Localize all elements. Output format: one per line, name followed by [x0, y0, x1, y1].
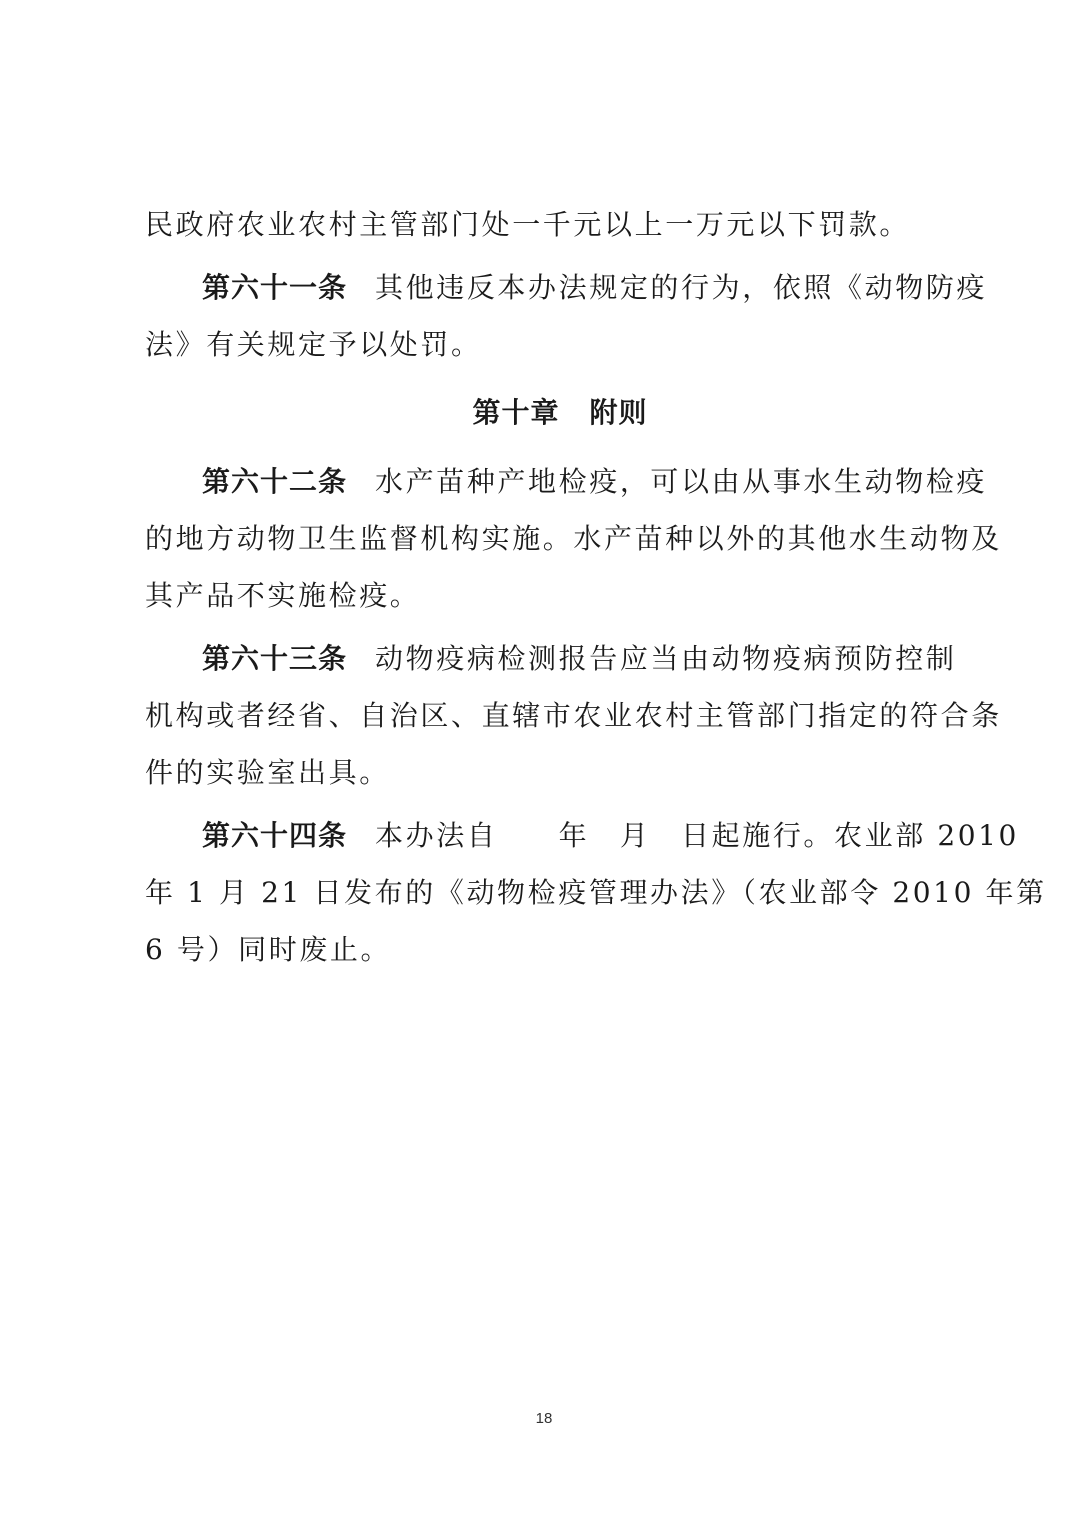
article-64-line — [145, 807, 1019, 864]
article-62-title: 第六十二条 — [202, 465, 348, 498]
article-61-title: 第六十一条 — [202, 271, 348, 304]
text-line: 的地方动物卫生监督机构实施。水产苗种以外的其他水生动物及 — [145, 522, 1002, 555]
chapter-name: 附则 — [589, 396, 648, 429]
text-line: 其产品不实施检疫。 — [145, 579, 421, 612]
chapter-heading — [145, 373, 945, 453]
chapter-number: 第十章 — [472, 396, 560, 429]
article-62-line — [145, 453, 988, 510]
page-number: 18 — [535, 1410, 553, 1427]
text-line: 件的实验室出具。 — [145, 756, 390, 789]
article-64-title: 第六十四条 — [202, 819, 348, 852]
article-61-text: 其他违反本办法规定的行为，依照《动物防疫 — [375, 271, 988, 304]
article-63-title: 第六十三条 — [202, 642, 348, 675]
article-64-text: 本办法自 年 月 日起施行。农业部 2010 — [375, 819, 1019, 852]
document-body — [145, 196, 1047, 978]
article-62-text: 水产苗种产地检疫，可以由从事水生动物检疫 — [375, 465, 988, 498]
article-63-text: 动物疫病检测报告应当由动物疫病预防控制 — [375, 642, 957, 675]
text-line: 年 1 月 21 日发布的《动物检疫管理办法》（农业部令 2010 年第 — [145, 876, 1047, 909]
text-line: 6 号）同时废止。 — [145, 933, 392, 966]
text-line: 民政府农业农村主管部门处一千元以上一万元以下罚款。 — [145, 208, 911, 241]
text-line: 机构或者经省、自治区、直辖市农业农村主管部门指定的符合条 — [145, 699, 1002, 732]
article-63-line — [145, 630, 957, 687]
article-61-line — [145, 259, 988, 316]
text-line: 法》有关规定予以处罚。 — [145, 328, 482, 361]
